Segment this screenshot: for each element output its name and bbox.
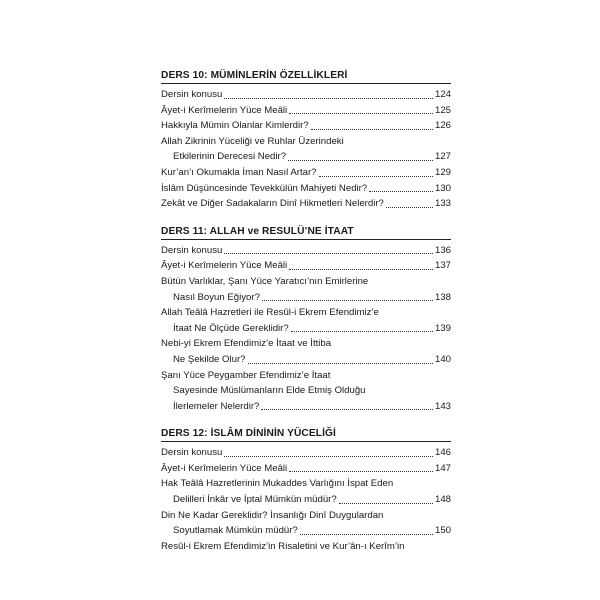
section-title: DERS 10: MÜMİNLERİN ÖZELLİKLERİ xyxy=(161,70,451,84)
entry-title: Ne Şekilde Olur? xyxy=(173,353,246,365)
entry-title: Dersin konusu xyxy=(161,447,223,459)
page-number: 133 xyxy=(434,198,451,210)
leader-dots xyxy=(248,363,433,364)
entry-title: Allah Zikrinin Yüceliği ve Ruhlar Üzerindeki xyxy=(161,135,344,147)
toc-entry[interactable] xyxy=(161,274,451,305)
leader-dots xyxy=(311,129,433,130)
entry-title: Sayesinde Müslümanların Elde Etmiş Olduğu xyxy=(173,385,366,397)
toc-entry[interactable] xyxy=(161,118,451,134)
entry-title: Hakkıyla Mümin Olanlar Kimlerdir? xyxy=(161,120,309,132)
toc-entry[interactable] xyxy=(161,508,451,539)
leader-dots xyxy=(289,113,433,114)
page-number: 126 xyxy=(434,120,451,132)
page-number: 127 xyxy=(434,151,451,163)
entry-title: Zekât ve Diğer Sadakaların Dinî Hikmetleri Nelerdir? xyxy=(161,198,384,210)
page-number: 136 xyxy=(434,244,451,256)
toc-entry[interactable] xyxy=(161,476,451,507)
toc-entry[interactable] xyxy=(161,336,451,367)
leader-dots xyxy=(224,253,433,254)
page-number: 150 xyxy=(434,525,451,537)
leader-dots xyxy=(289,269,433,270)
leader-dots xyxy=(288,160,433,161)
entry-title: Şanı Yüce Peygamber Efendimiz’e İtaat xyxy=(161,369,331,381)
entry-title: Din Ne Kadar Gereklidir? İnsanlığı Dinî Duygulardan xyxy=(161,509,384,521)
page-number: 140 xyxy=(434,353,451,365)
page-number: 129 xyxy=(434,166,451,178)
table-of-contents xyxy=(161,70,451,568)
entry-title: Dersin konusu xyxy=(161,244,223,256)
toc-entry[interactable] xyxy=(161,87,451,103)
page-number: 139 xyxy=(434,322,451,334)
leader-dots xyxy=(224,98,433,99)
page-number: 147 xyxy=(434,462,451,474)
entry-title: Nasıl Boyun Eğiyor? xyxy=(173,291,260,303)
page-number: 130 xyxy=(434,182,451,194)
page-number: 124 xyxy=(434,89,451,100)
leader-dots xyxy=(261,409,433,410)
page-number: 137 xyxy=(434,260,451,272)
page-number: 125 xyxy=(434,104,451,116)
toc-entry[interactable] xyxy=(161,181,451,197)
entry-title: Etkilerinin Derecesi Nedir? xyxy=(173,151,287,163)
page-number: 138 xyxy=(434,291,451,303)
entry-title: Âyet-i Kerîmelerin Yüce Meâli xyxy=(161,462,288,474)
entry-title: Nebi-yi Ekrem Efendimiz’e İtaat ve İttiba xyxy=(161,338,332,350)
section-title: DERS 11: ALLAH ve RESULÜ’NE İTAAT xyxy=(161,226,451,240)
leader-dots xyxy=(300,534,433,535)
toc-section xyxy=(161,226,451,415)
leader-dots xyxy=(369,191,433,192)
leader-dots xyxy=(262,300,433,301)
entry-title: Âyet-i Kerîmelerin Yüce Meâli xyxy=(161,104,288,116)
entry-title: Soyutlamak Mümkün müdür? xyxy=(173,525,298,537)
entry-title: Dersin konusu xyxy=(161,89,223,100)
entry-title: Hak Teâlâ Hazretlerinin Mukaddes Varlığını İspat Eden xyxy=(161,478,394,490)
entry-title: Resûl-i Ekrem Efendimiz’in Risaletini ve Kur’ân-ı Kerîm’in xyxy=(161,540,405,552)
toc-entry[interactable] xyxy=(161,461,451,477)
page-number: 146 xyxy=(434,447,451,459)
toc-entry[interactable] xyxy=(161,243,451,259)
entry-title: İslâm Düşüncesinde Tevekkülün Mahiyeti Nedir? xyxy=(161,182,368,194)
toc-section xyxy=(161,428,451,554)
entry-title: Allah Teâlâ Hazretleri ile Resûl-i Ekrem Efendimiz’e xyxy=(161,307,379,319)
leader-dots xyxy=(319,176,433,177)
toc-entry[interactable] xyxy=(161,539,451,555)
page-number: 143 xyxy=(434,400,451,412)
toc-entry[interactable] xyxy=(161,196,451,212)
toc-entry[interactable] xyxy=(161,103,451,119)
entry-title: Kur’an’ı Okumakla İman Nasıl Artar? xyxy=(161,166,317,178)
toc-entry[interactable] xyxy=(161,134,451,165)
toc-entry[interactable] xyxy=(161,305,451,336)
entry-title: Bütün Varlıklar, Şanı Yüce Yaratıcı’nın Emirlerine xyxy=(161,275,369,287)
toc-entry[interactable] xyxy=(161,368,451,415)
toc-entry[interactable] xyxy=(161,165,451,181)
toc-section xyxy=(161,70,451,212)
entry-title: İlerlemeler Nelerdir? xyxy=(173,400,260,412)
leader-dots xyxy=(339,503,433,504)
leader-dots xyxy=(289,471,433,472)
entry-title: Delilleri İnkâr ve İptal Mümkün müdür? xyxy=(173,494,337,506)
toc-entry[interactable] xyxy=(161,258,451,274)
entry-title: İtaat Ne Ölçüde Gereklidir? xyxy=(173,322,289,334)
leader-dots xyxy=(386,207,433,208)
entry-title: Âyet-i Kerîmelerin Yüce Meâli xyxy=(161,260,288,272)
leader-dots xyxy=(224,456,433,457)
section-title: DERS 12: İSLÂM DİNİNİN YÜCELİĞİ xyxy=(161,428,451,442)
toc-entry[interactable] xyxy=(161,445,451,461)
page-number: 148 xyxy=(434,494,451,506)
leader-dots xyxy=(291,331,433,332)
